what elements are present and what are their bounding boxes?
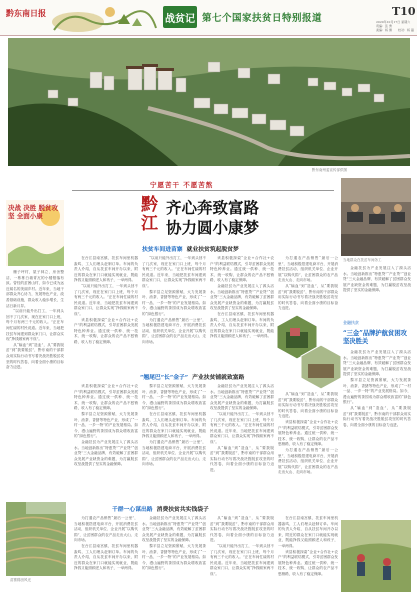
section-2-col-4: 从“输血”到“造血”，从“要我脱贫”到“我要脱贫”，黔东南的干部群众用实际行动书写着决战决胜脱贫攻坚的时代答卷，向着全面小康的目标奋力迈进。 该县积极探索“企业+合作社+农户”的利益联结模式，引导贫困群众发展特色种养业。通过统一供种、统一技术、统一收购，让群众的农产品不愁销路，收入有了稳定保障。 为打通农产品销售“最后一公里”，当地积极搭建电商平台，开展消费扶贫活动，组织机关单位、企业开展“以购代捐”，让贫困群众的农产品走出大山、走向市场。 [278,392,338,475]
workshop-photo-caption: 当地群众在扶贫车间务工 [343,258,382,262]
editor-line: 责编：张 勇 [376,24,392,28]
hero-photo-caption: 黔东南州委宣传部供图 [312,168,347,172]
page-number: T10 [392,5,416,18]
section-1-col-1: 在台江县南宫镇，扶贫车间里机器轰鸣，工人们埋头赶制订单。车间的负责人介绍，自从扶贫车间开办以来，附近的群众在家门口就能实现就业，既能挣钱又能照顾老人和孩子，一举两得。 “以前只能外出打工，一年到头回不了几次家，现在在家门口上班，每个月有两三千元的收入。”正在车间忙碌的村民说道。近年来，当地把扶贫车间建到群众家门口，让群众实现“挣钱顾家两不误”。 该县积极探索“企业+合作社+农户”的利益联结模式，引导贫困群众发展特色种养业。通过统一供种、统一技术、统一收购，让群众的农产品不愁销路，收入有了稳定保障。 [74,256,138,344]
headline-line-2: 协力圆小康梦 [166,218,260,237]
series-badge: 战贫记 [163,6,197,28]
paper-name: 黔东南日报 [6,8,46,18]
hexagon-photo-2 [300,344,342,390]
headline-region: 黔江 [141,195,158,234]
campaign-banner-text: 决战 决胜 脱贫攻坚 全面小康 [8,204,59,220]
section-1-col-4: 为打通农产品销售“最后一公里”，当地积极搭建电商平台，开展消费扶贫活动，组织机关单位、企业开展“以购代捐”，让贫困群众的农产品走出大山、走向市场。 从“输血”到“造血”，从“要我脱贫”到“我要脱贫”，黔东南的干部群众用实际行动书写着决战决胜脱贫攻坚的时代答卷，向着全面小康的目标奋力迈进。 [278,256,338,311]
section-1-col-2: “以前只能外出打工，一年到头回不了几次家，现在在家门口上班，每个月有两三千元的收入。”正在车间忙碌的村民说道。近年来，当地把扶贫车间建到群众家门口，让群众实现“挣钱顾家两不误”。 黎平县立足资源禀赋，大力发展茶叶、油茶、香猪等特色产业，形成了“一村一品、一乡一特”的产业发展格局。如今，漫山遍野的茶园成为群众增收致富的“绿色银行”。 为打通农产品销售“最后一公里”，当地积极搭建电商平台，开展消费扶贫活动，组织机关单位、企业开展“以购代捐”，让贫困群众的农产品走出大山、走向市场。 [142,256,206,344]
terraced-field-photo [6,502,66,576]
section-3-col-4: 在台江县南宫镇，扶贫车间里机器轰鸣，工人们埋头赶制订单。车间的负责人介绍，自从扶贫车间开办以来，附近的群众在家门口就能实现就业，既能挣钱又能照顾老人和孩子，一举两得。 该县积极探索“企业+合作社+农户”的利益联结模式，引导贫困群众发展特色种养业。通过统一供种、统一技术、统一收购，让群众的农产品不愁销路，收入有了稳定保障。 [278,516,338,576]
series-decoration-illustration [48,2,158,34]
workshop-photo [341,178,411,256]
section-2-col-1: 该县积极探索“企业+合作社+农户”的利益联结模式，引导贫困群众发展特色种养业。通过统一供种、统一技术、统一收购，让群众的农产品不愁销路，收入有了稳定保障。 黎平县立足资源禀赋，大力发展茶叶、油茶、香猪等特色产业，形成了“一村一品、一乡一特”的产业发展格局。如今，漫山遍野的茶园成为群众增收致富的“绿色银行”。 金融扶贫为产业发展注入了源头活水。当地创新推出“特惠贷”“产业贷”“创业贷”三大金融品牌，有效破解了贫困群众发展产业缺资金的难题，为打赢脱贫攻坚战提供了坚实的金融保障。 [74,384,138,467]
date-line: 2020年10月17日 星期六 [376,20,411,24]
farm-people-photo [341,520,411,592]
proof-line: 校对：杨 磊 [398,28,414,32]
headline-kicker: 宁愿苦干 不愿苦熬 [150,181,214,189]
series-title: 第七个国家扶贫日特别报道 [202,13,323,24]
headline-line-1: 齐心奔致富路 [166,198,260,217]
right-sidebar-body-top: 金融扶贫为产业发展注入了源头活水。当地创新推出“特惠贷”“产业贷”“创业贷”三大金融品牌，有效破解了贫困群众发展产业缺资金的难题，为打赢脱贫攻坚战提供了坚实的金融保障。 [343,266,411,293]
section-2-col-2: 黎平县立足资源禀赋，大力发展茶叶、油茶、香猪等特色产业，形成了“一村一品、一乡一特”的产业发展格局。如今，漫山遍野的茶园成为群众增收致富的“绿色银行”。 在台江县南宫镇，扶贫车间里机器轰鸣，工人们埋头赶制订单。车间的负责人介绍，自从扶贫车间开办以来，附近的群众在家门口就能实现就业，既能挣钱又能照顾老人和孩子，一举两得。 为打通农产品销售“最后一公里”，当地积极搭建电商平台，开展消费扶贫活动，组织机关单位、企业开展“以购代捐”，让贫困群众的农产品走出大山、走向市场。 [142,384,206,467]
section-3-heading: 千群一心谋出路 消费扶贫共实钱袋子 [112,507,209,513]
right-sidebar-tag: 金融扶贫 [343,320,359,325]
left-photo-caption: 苗寨梯田风光 [10,578,31,582]
section-3-col-3: 从“输血”到“造血”，从“要我脱贫”到“我要脱贫”，黔东南的干部群众用实际行动书写着决战决胜脱贫攻坚的时代答卷，向着全面小康的目标奋力迈进。 “以前只能外出打工，一年到头回不了几次家，现在在家门口上班，每个月有两三千元的收入。”正在车间忙碌的村民说道。近年来，当地把扶贫车间建到群众家门口，让群众实现“挣钱顾家两不误”。 [210,516,274,576]
section-1-col-3: 该县积极探索“企业+合作社+农户”的利益联结模式，引导贫困群众发展特色种养业。通过统一供种、统一技术、统一收购，让群众的农产品不愁销路，收入有了稳定保障。 金融扶贫为产业发展注入了源头活水。当地创新推出“特惠贷”“产业贷”“创业贷”三大金融品牌，有效破解了贫困群众发展产业缺资金的难题，为打赢脱贫攻坚战提供了坚实的金融保障。 在台江县南宫镇，扶贫车间里机器轰鸣，工人们埋头赶制订单。车间的负责人介绍，自从扶贫车间开办以来，附近的群众在家门口就能实现就业，既能挣钱又能照顾老人和孩子，一举两得。 [210,256,274,339]
section-3-col-1: 为打通农产品销售“最后一公里”，当地积极搭建电商平台，开展消费扶贫活动，组织机关单位、企业开展“以购代捐”，让贫困群众的农产品走出大山、走向市场。 在台江县南宫镇，扶贫车间里机器轰鸣，工人们埋头赶制订单。车间的负责人介绍，自从扶贫车间开办以来，附近的群众在家门口就能实现就业，既能挣钱又能照顾老人和孩子，一举两得。 [74,516,138,571]
right-sidebar-title: “三金”品牌护航贫困攻坚决胜关 [343,330,407,345]
section-2-col-3: 金融扶贫为产业发展注入了源头活水。当地创新推出“特惠贷”“产业贷”“创业贷”三大金融品牌，有效破解了贫困群众发展产业缺资金的难题，为打赢脱贫攻坚战提供了坚实的金融保障。 “以前只能外出打工，一年到头回不了几次家，现在在家门口上班，每个月有两三千元的收入。”正在车间忙碌的村民说道。近年来，当地把扶贫车间建到群众家门口，让群众实现“挣钱顾家两不误”。 从“输血”到“造血”，从“要我脱贫”到“我要脱贫”，黔东南的干部群众用实际行动书写着决战决胜脱贫攻坚的时代答卷，向着全面小康的目标奋力迈进。 [210,384,274,472]
left-sidebar-body: 栅子坪村，屋子林立，房舍整洁，一栋栋白墙青瓦的小楼错落有致。曾经的贫困山村，如今已成为远近闻名的美丽乡村。近年来，当地干部群众齐心协力，发展特色产业，改善基础设施，群众收入稳步增长，生活日新月异。 “以前只能外出打工，一年到头回不了几次家，现在在家门口上班，每个月有两三千元的收入。”正在车间忙碌的村民说道。近年来，当地把扶贫车间建到群众家门口，让群众实现“挣钱顾家两不误”。 从“输血”到“造血”，从“要我脱贫”到“我要脱贫”，黔东南的干部群众用实际行动书写着决战决胜脱贫攻坚的时代答卷，向着全面小康的目标奋力迈进。 [6,270,64,370]
section-3-col-2: 金融扶贫为产业发展注入了源头活水。当地创新推出“特惠贷”“产业贷”“创业贷”三大金融品牌，有效破解了贫困群众发展产业缺资金的难题，为打赢脱贫攻坚战提供了坚实的金融保障。 黎平县立足资源禀赋，大力发展茶叶、油茶、香猪等特色产业，形成了“一村一品、一乡一特”的产业发展格局。如今，漫山遍野的茶园成为群众增收致富的“绿色银行”。 [142,516,206,571]
hero-aerial-photo [8,38,410,166]
section-2-heading: “翘尾巴”长“金子” 产业扶贫铺就致富路 [140,375,245,381]
design-line: 美编：杨 旗 [376,28,392,32]
section-1-heading: 扶贫车间进苗寨 就业扶贫筑起脱贫梦 [142,247,239,253]
right-sidebar-body: 金融扶贫为产业发展注入了源头活水。当地创新推出“特惠贷”“产业贷”“创业贷”三大金融品牌，有效破解了贫困群众发展产业缺资金的难题，为打赢脱贫攻坚战提供了坚实的金融保障。 黎平县立足资源禀赋，大力发展茶叶、油茶、香猪等特色产业，形成了“一村一品、一乡一特”的产业发展格局。如今，漫山遍野的茶园成为群众增收致富的“绿色银行”。 从“输血”到“造血”，从“要我脱贫”到“我要脱贫”，黔东南的干部群众用实际行动书写着决战决胜脱贫攻坚的时代答卷，向着全面小康的目标奋力迈进。 [343,350,411,427]
divider [72,190,334,191]
